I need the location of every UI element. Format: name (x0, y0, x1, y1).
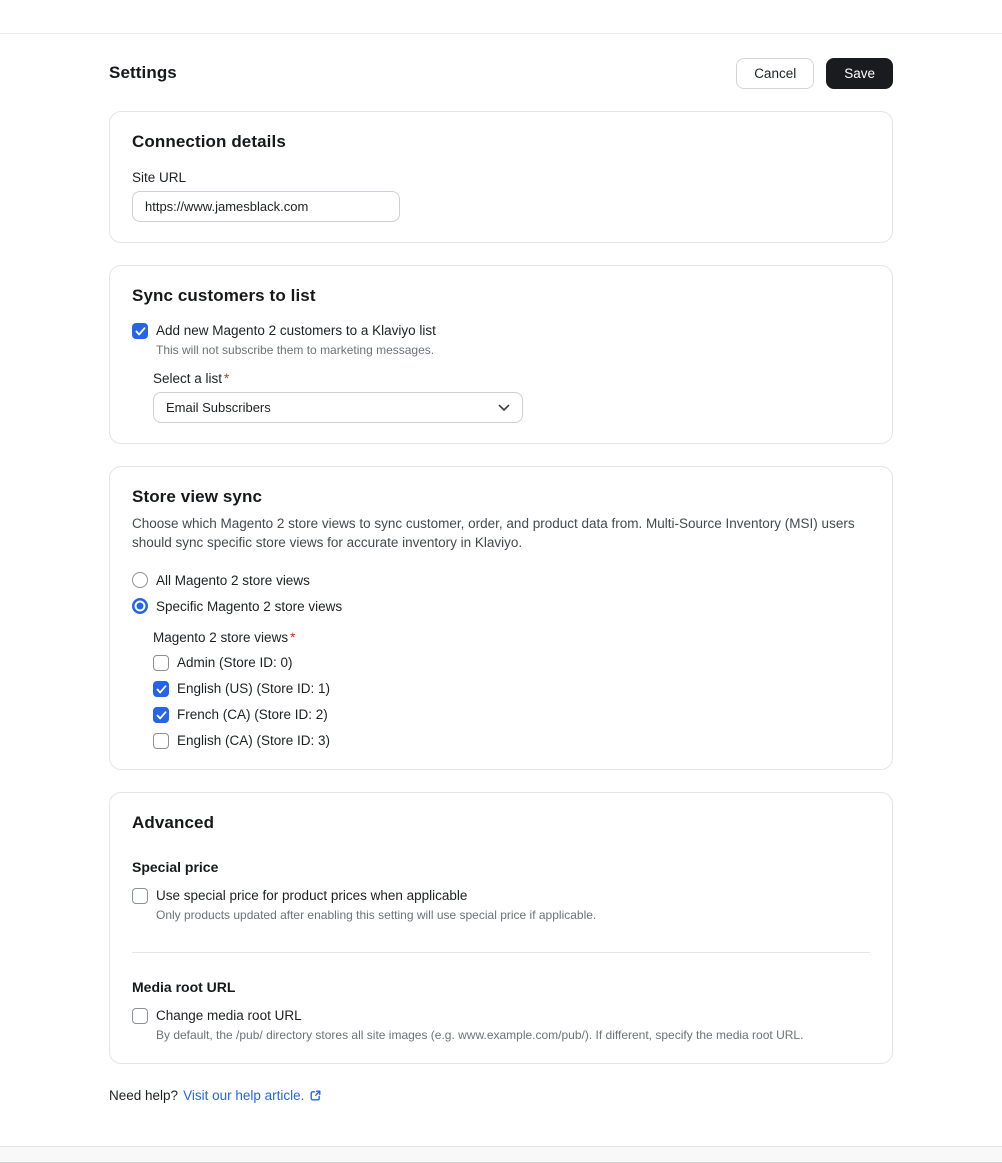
bottom-status-bar (0, 1146, 1002, 1163)
connection-details-title: Connection details (132, 132, 286, 151)
media-root-checkbox-row (132, 1007, 870, 1043)
store-view-checkbox-english-ca[interactable] (153, 733, 169, 749)
special-price-checkbox-row (132, 887, 870, 923)
external-link-icon[interactable] (309, 1089, 322, 1102)
special-price-help: Only products updated after enabling this setting will use special price if applicable. (156, 908, 597, 922)
radio-row-all-store-views (132, 572, 870, 588)
store-view-row (153, 654, 870, 671)
store-view-label: English (US) (Store ID: 1) (177, 681, 331, 696)
header-actions (736, 58, 893, 89)
store-view-sync-title: Store view sync (132, 487, 263, 506)
save-button[interactable]: Save (826, 58, 893, 89)
sync-customers-card (109, 265, 893, 444)
store-views-label: Magento 2 store views (153, 630, 289, 645)
store-view-checkbox-admin[interactable] (153, 655, 169, 671)
store-view-row (153, 706, 870, 723)
select-list-label: Select a list (153, 371, 223, 386)
checkmark-icon (156, 685, 167, 694)
add-customers-checkbox-row (132, 322, 870, 358)
list-select[interactable] (153, 392, 523, 423)
required-asterisk: * (290, 630, 296, 645)
page-title: Settings (109, 63, 177, 82)
store-view-row (153, 680, 870, 697)
radio-row-specific-store-views (132, 598, 870, 614)
special-price-heading: Special price (132, 859, 219, 875)
add-customers-label: Add new Magento 2 customers to a Klaviyo list (156, 323, 436, 338)
need-help-text: Need help? (109, 1088, 179, 1103)
store-view-label: English (CA) (Store ID: 3) (177, 733, 331, 748)
list-select-value: Email Subscribers (166, 400, 271, 415)
help-article-link[interactable]: Visit our help article. (183, 1088, 305, 1103)
store-view-row (153, 732, 870, 749)
top-navigation-bar (0, 0, 1002, 34)
required-asterisk: * (224, 371, 230, 386)
store-views-group (153, 630, 870, 749)
cancel-button[interactable]: Cancel (736, 58, 814, 89)
store-view-checkbox-english-us[interactable] (153, 681, 169, 697)
select-list-group (153, 371, 870, 423)
advanced-card (109, 792, 893, 1064)
all-store-views-radio[interactable] (132, 572, 148, 588)
advanced-title: Advanced (132, 813, 215, 832)
media-root-heading: Media root URL (132, 979, 236, 995)
page-header (109, 34, 893, 89)
chevron-down-icon (498, 404, 510, 412)
settings-page (109, 34, 893, 1103)
section-divider (132, 952, 870, 953)
store-view-label: French (CA) (Store ID: 2) (177, 707, 328, 722)
add-customers-help: This will not subscribe them to marketing messages. (156, 343, 435, 357)
add-customers-checkbox[interactable] (132, 323, 148, 339)
checkmark-icon (156, 711, 167, 720)
media-root-help: By default, the /pub/ directory stores all site images (e.g. www.example.com/pub/). If different, specify the media root URL. (156, 1028, 804, 1042)
special-price-checkbox[interactable] (132, 888, 148, 904)
sync-customers-title: Sync customers to list (132, 286, 316, 305)
store-view-sync-description: Choose which Magento 2 store views to sync customer, order, and product data from. Multi-Source Inventory (MSI) users should sync specific store views for accurate inventory in Klaviyo. (132, 516, 855, 550)
site-url-label: Site URL (132, 170, 187, 185)
store-view-label: Admin (Store ID: 0) (177, 655, 293, 670)
connection-details-card (109, 111, 893, 243)
specific-store-views-label: Specific Magento 2 store views (156, 598, 343, 614)
store-view-sync-card (109, 466, 893, 770)
specific-store-views-radio[interactable] (132, 598, 148, 614)
site-url-input[interactable] (132, 191, 400, 222)
store-view-radio-group (132, 572, 870, 614)
special-price-label: Use special price for product prices when applicable (156, 888, 468, 903)
store-view-checkbox-french-ca[interactable] (153, 707, 169, 723)
all-store-views-label: All Magento 2 store views (156, 572, 310, 588)
need-help-line (109, 1088, 893, 1103)
media-root-label: Change media root URL (156, 1008, 302, 1023)
media-root-checkbox[interactable] (132, 1008, 148, 1024)
checkmark-icon (135, 327, 146, 336)
